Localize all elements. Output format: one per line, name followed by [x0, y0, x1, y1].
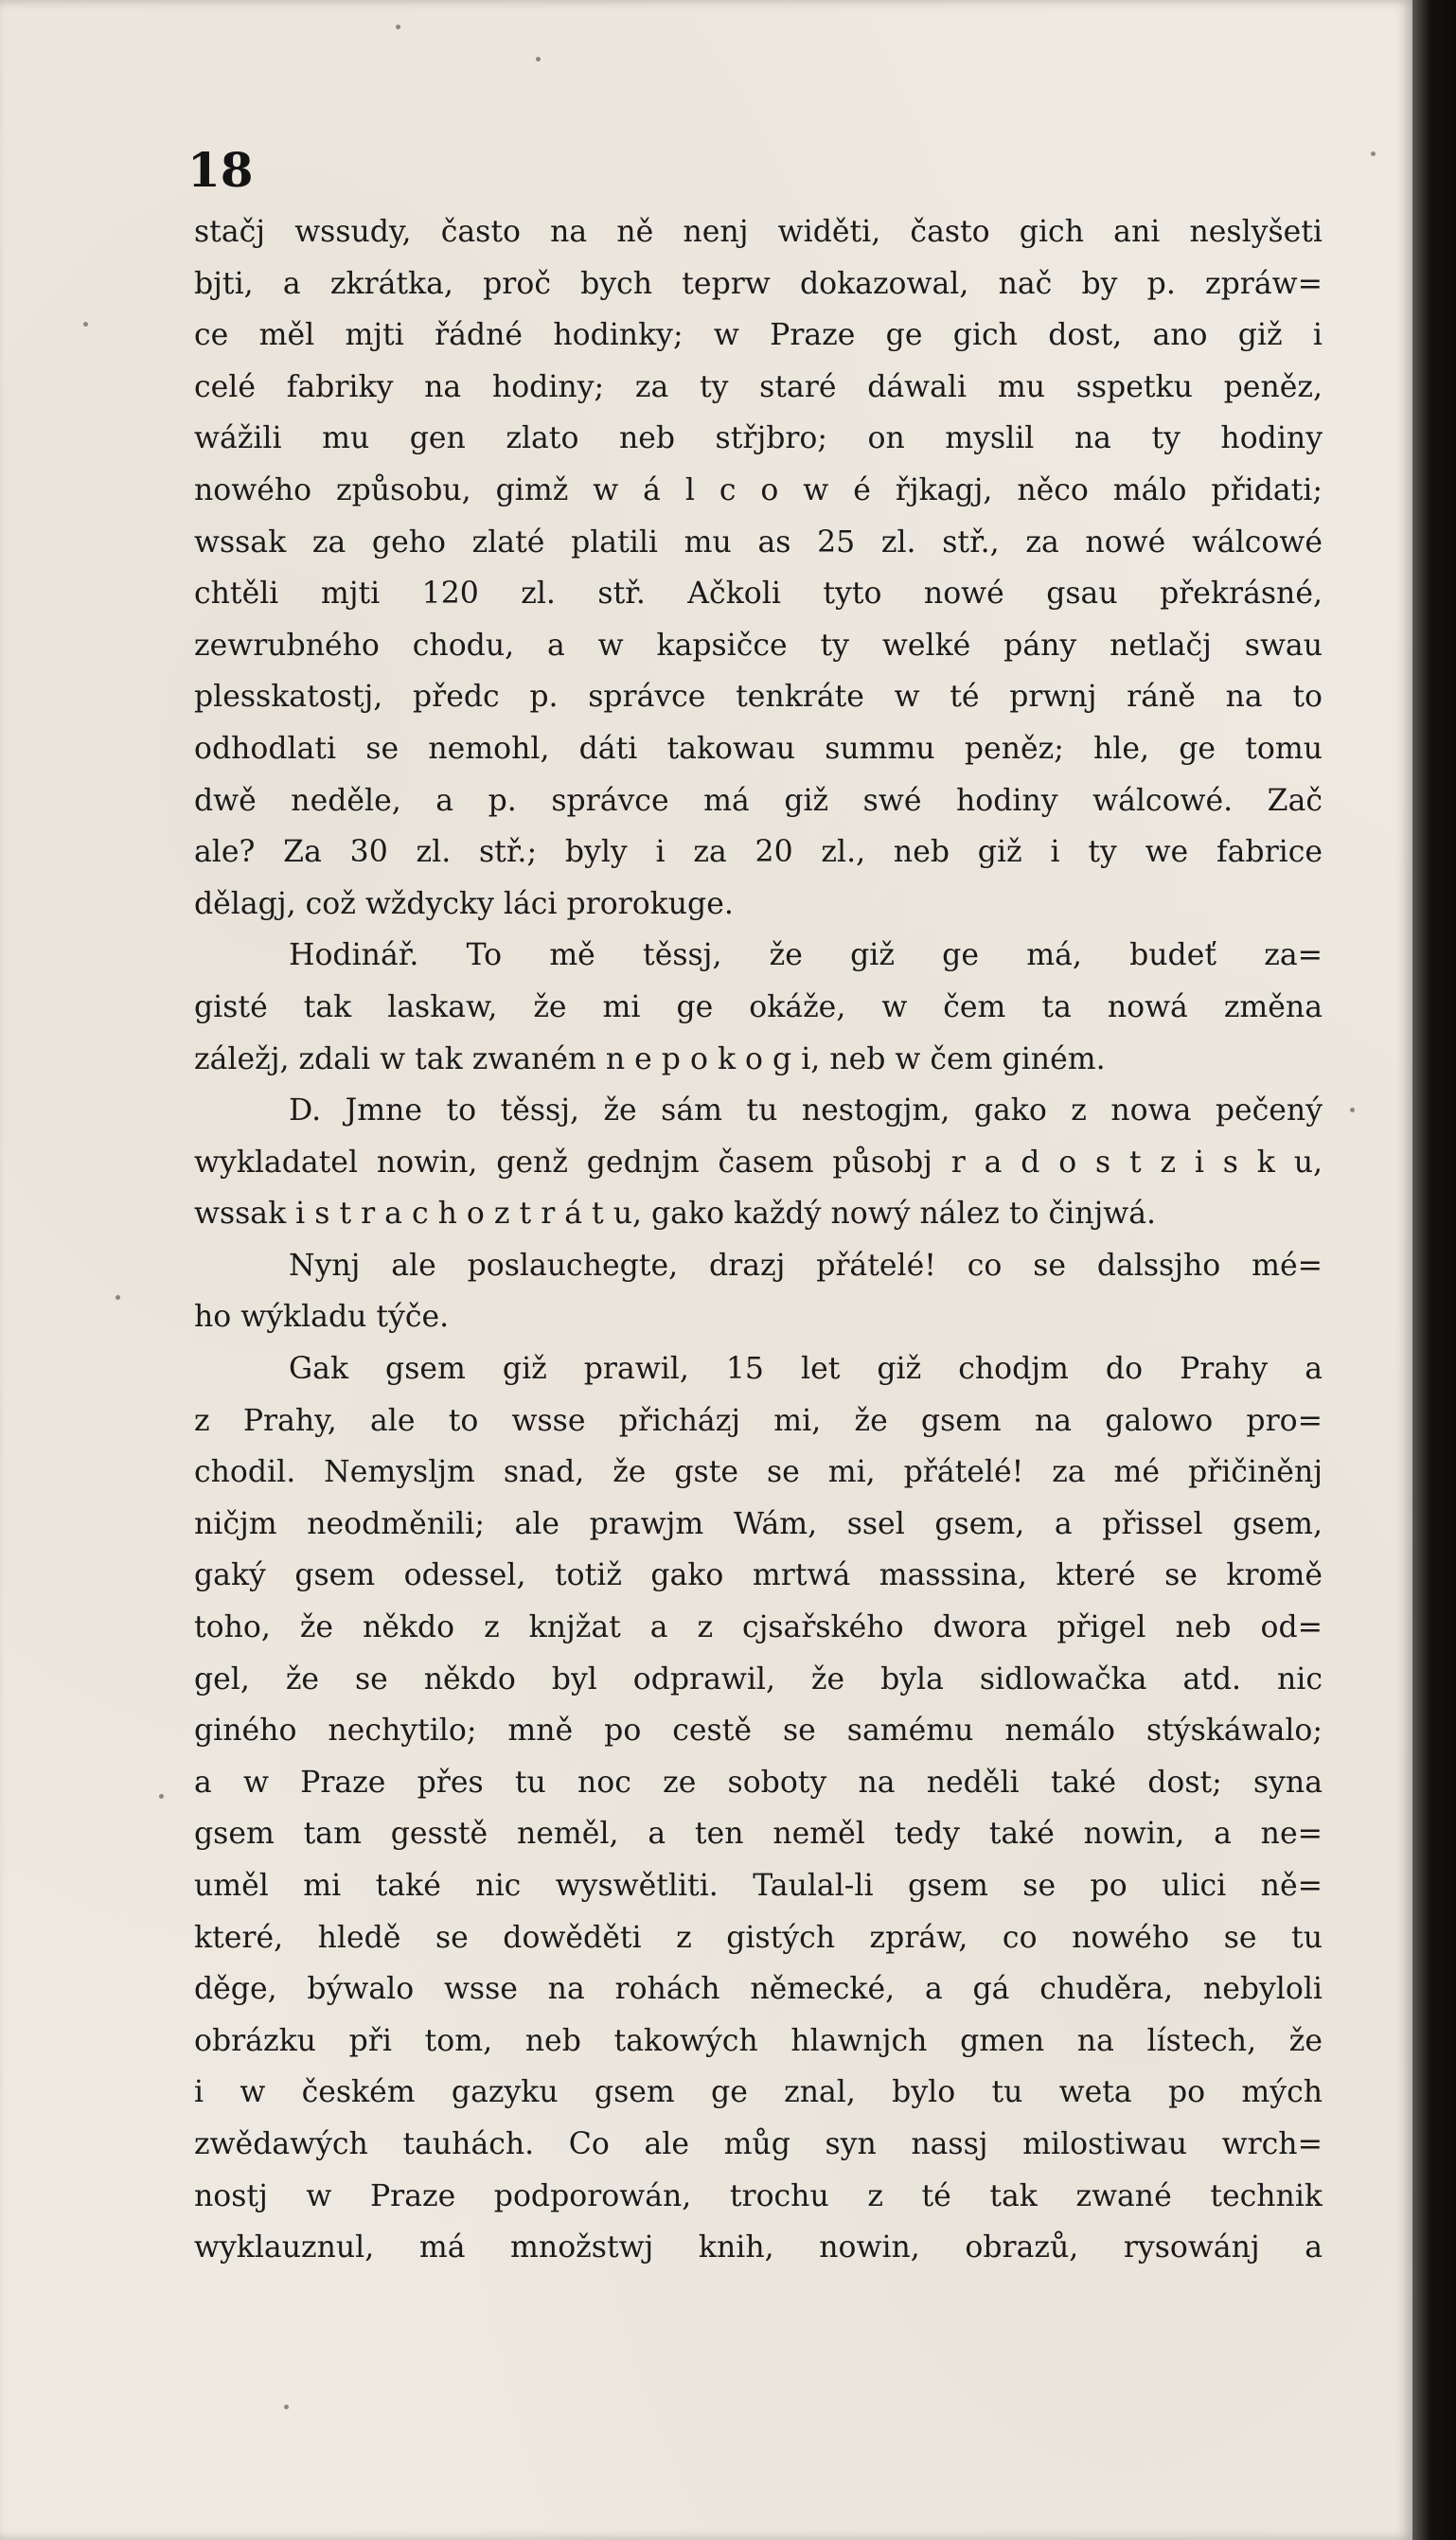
text-line: ničjm neodměnili; ale prawjm Wám, ssel gsem, a přissel gsem,	[194, 1506, 1323, 1541]
text-line: gsem tam gesstě neměl, a ten neměl tedy také nowin, a ne=	[194, 1817, 1323, 1852]
text-line: wssak za geho zlaté platili mu as 25 zl. stř., za nowé wálcowé	[194, 524, 1323, 560]
paper-speck	[115, 1295, 120, 1300]
text-line: dělagj, což wždycky láci prorokuge.	[194, 886, 734, 921]
text-line: gaký gsem odessel, totiž gako mrtwá masssina, které se kromě	[194, 1558, 1323, 1593]
text-line: ce měl mjti řádné hodinky; w Praze ge gich dost, ano giž i	[194, 318, 1323, 353]
text-line: wssak i s t r a c h o z t r á t u, gako každý nowý nález to činjwá.	[194, 1197, 1157, 1232]
text-line: dwě neděle, a p. správce má giž swé hodiny wálcowé. Zač	[194, 783, 1323, 818]
paper-speck	[396, 25, 400, 29]
text-line: Hodinář. To mě těssj, že giž ge má, budeť za=	[289, 938, 1323, 973]
text-line: wyklauznul, má množstwj knih, nowin, obrazů, rysowánj a	[194, 2230, 1323, 2265]
text-line: odhodlati se nemohl, dáti takowau summu peněz; hle, ge tomu	[194, 731, 1323, 766]
text-line: které, hledě se dowěděti z gistých zpráw, co nowého se tu	[194, 1920, 1323, 1955]
paper-speck	[284, 2405, 289, 2409]
text-line: Nynj ale poslauchegte, drazj přátelé! co se dalssjho mé=	[289, 1248, 1323, 1283]
text-line: obrázku při tom, neb takowých hlawnjch gmen na lístech, že	[194, 2023, 1323, 2058]
text-line: nostj w Praze podporowán, trochu z té tak zwané technik	[194, 2178, 1323, 2213]
paper-speck	[1371, 151, 1376, 156]
text-line: toho, že někdo z knjžat a z cjsařského dwora přigel neb od=	[194, 1610, 1323, 1645]
text-line: z Prahy, ale to wsse přicházj mi, že gsem na galowo pro=	[194, 1403, 1323, 1438]
text-line: ale? Za 30 zl. stř.; byly i za 20 zl., neb giž i ty we fabrice	[194, 835, 1323, 870]
page-text	[194, 206, 1323, 2274]
text-line: zwědawých tauhách. Co ale můg syn nassj milostiwau wrch=	[194, 2126, 1323, 2161]
text-line: D. Jmne to těssj, že sám tu nestogjm, gako z nowa pečený	[289, 1093, 1323, 1128]
text-line: gisté tak laskaw, že mi ge okáže, w čem ta nowá změna	[194, 989, 1323, 1024]
text-line: děge, býwalo wsse na rohách německé, a gá chuděra, nebyloli	[194, 1972, 1323, 2007]
text-line: nowého způsobu, gimž w á l c o w é řjkagj, něco málo přidati;	[194, 472, 1323, 507]
page-number: 18	[187, 142, 254, 198]
text-line: zewrubného chodu, a w kapsičce ty welké pány netlačj swau	[194, 628, 1323, 663]
text-line: ho wýkladu týče.	[194, 1300, 450, 1335]
text-line: giného nechytilo; mně po cestě se samému nemálo stýskáwalo;	[194, 1714, 1323, 1749]
book-gutter	[1412, 0, 1456, 2540]
text-line: i w českém gazyku gsem ge znal, bylo tu weta po mých	[194, 2075, 1323, 2110]
text-line: Gak gsem giž prawil, 15 let giž chodjm do Prahy a	[289, 1352, 1323, 1387]
text-line: wážili mu gen zlato neb střjbro; on myslil na ty hodiny	[194, 421, 1323, 456]
text-line: uměl mi také nic wyswětliti. Taulal-li gsem se po ulici ně=	[194, 1869, 1323, 1903]
text-line: stačj wssudy, často na ně nenj widěti, často gich ani neslyšeti	[194, 215, 1323, 249]
paper-speck	[83, 322, 88, 327]
text-line: záležj, zdali w tak zwaném n e p o k o g i, neb w čem giném.	[194, 1041, 1106, 1076]
text-line: chodil. Nemysljm snad, že gste se mi, přátelé! za mé přičiněnj	[194, 1455, 1323, 1490]
paper-speck	[1350, 1108, 1355, 1112]
text-line: bjti, a zkrátka, proč bych teprw dokazowal, nač by p. zpráw=	[194, 266, 1323, 301]
paper-speck	[159, 1794, 164, 1799]
text-line: chtěli mjti 120 zl. stř. Ačkoli tyto nowé gsau překrásné,	[194, 577, 1323, 612]
text-line: a w Praze přes tu noc ze soboty na neděli také dost; syna	[194, 1765, 1323, 1800]
text-line: gel, že se někdo byl odprawil, že byla sidlowačka atd. nic	[194, 1661, 1323, 1696]
text-line: celé fabriky na hodiny; za ty staré dáwali mu sspetku peněz,	[194, 369, 1323, 404]
text-line: plesskatostj, předc p. správce tenkráte w té prwnj ráně na to	[194, 680, 1323, 715]
text-line: wykladatel nowin, genž gednjm časem působj r a d o s t z i s k u,	[194, 1145, 1323, 1180]
paper-speck	[536, 57, 541, 62]
